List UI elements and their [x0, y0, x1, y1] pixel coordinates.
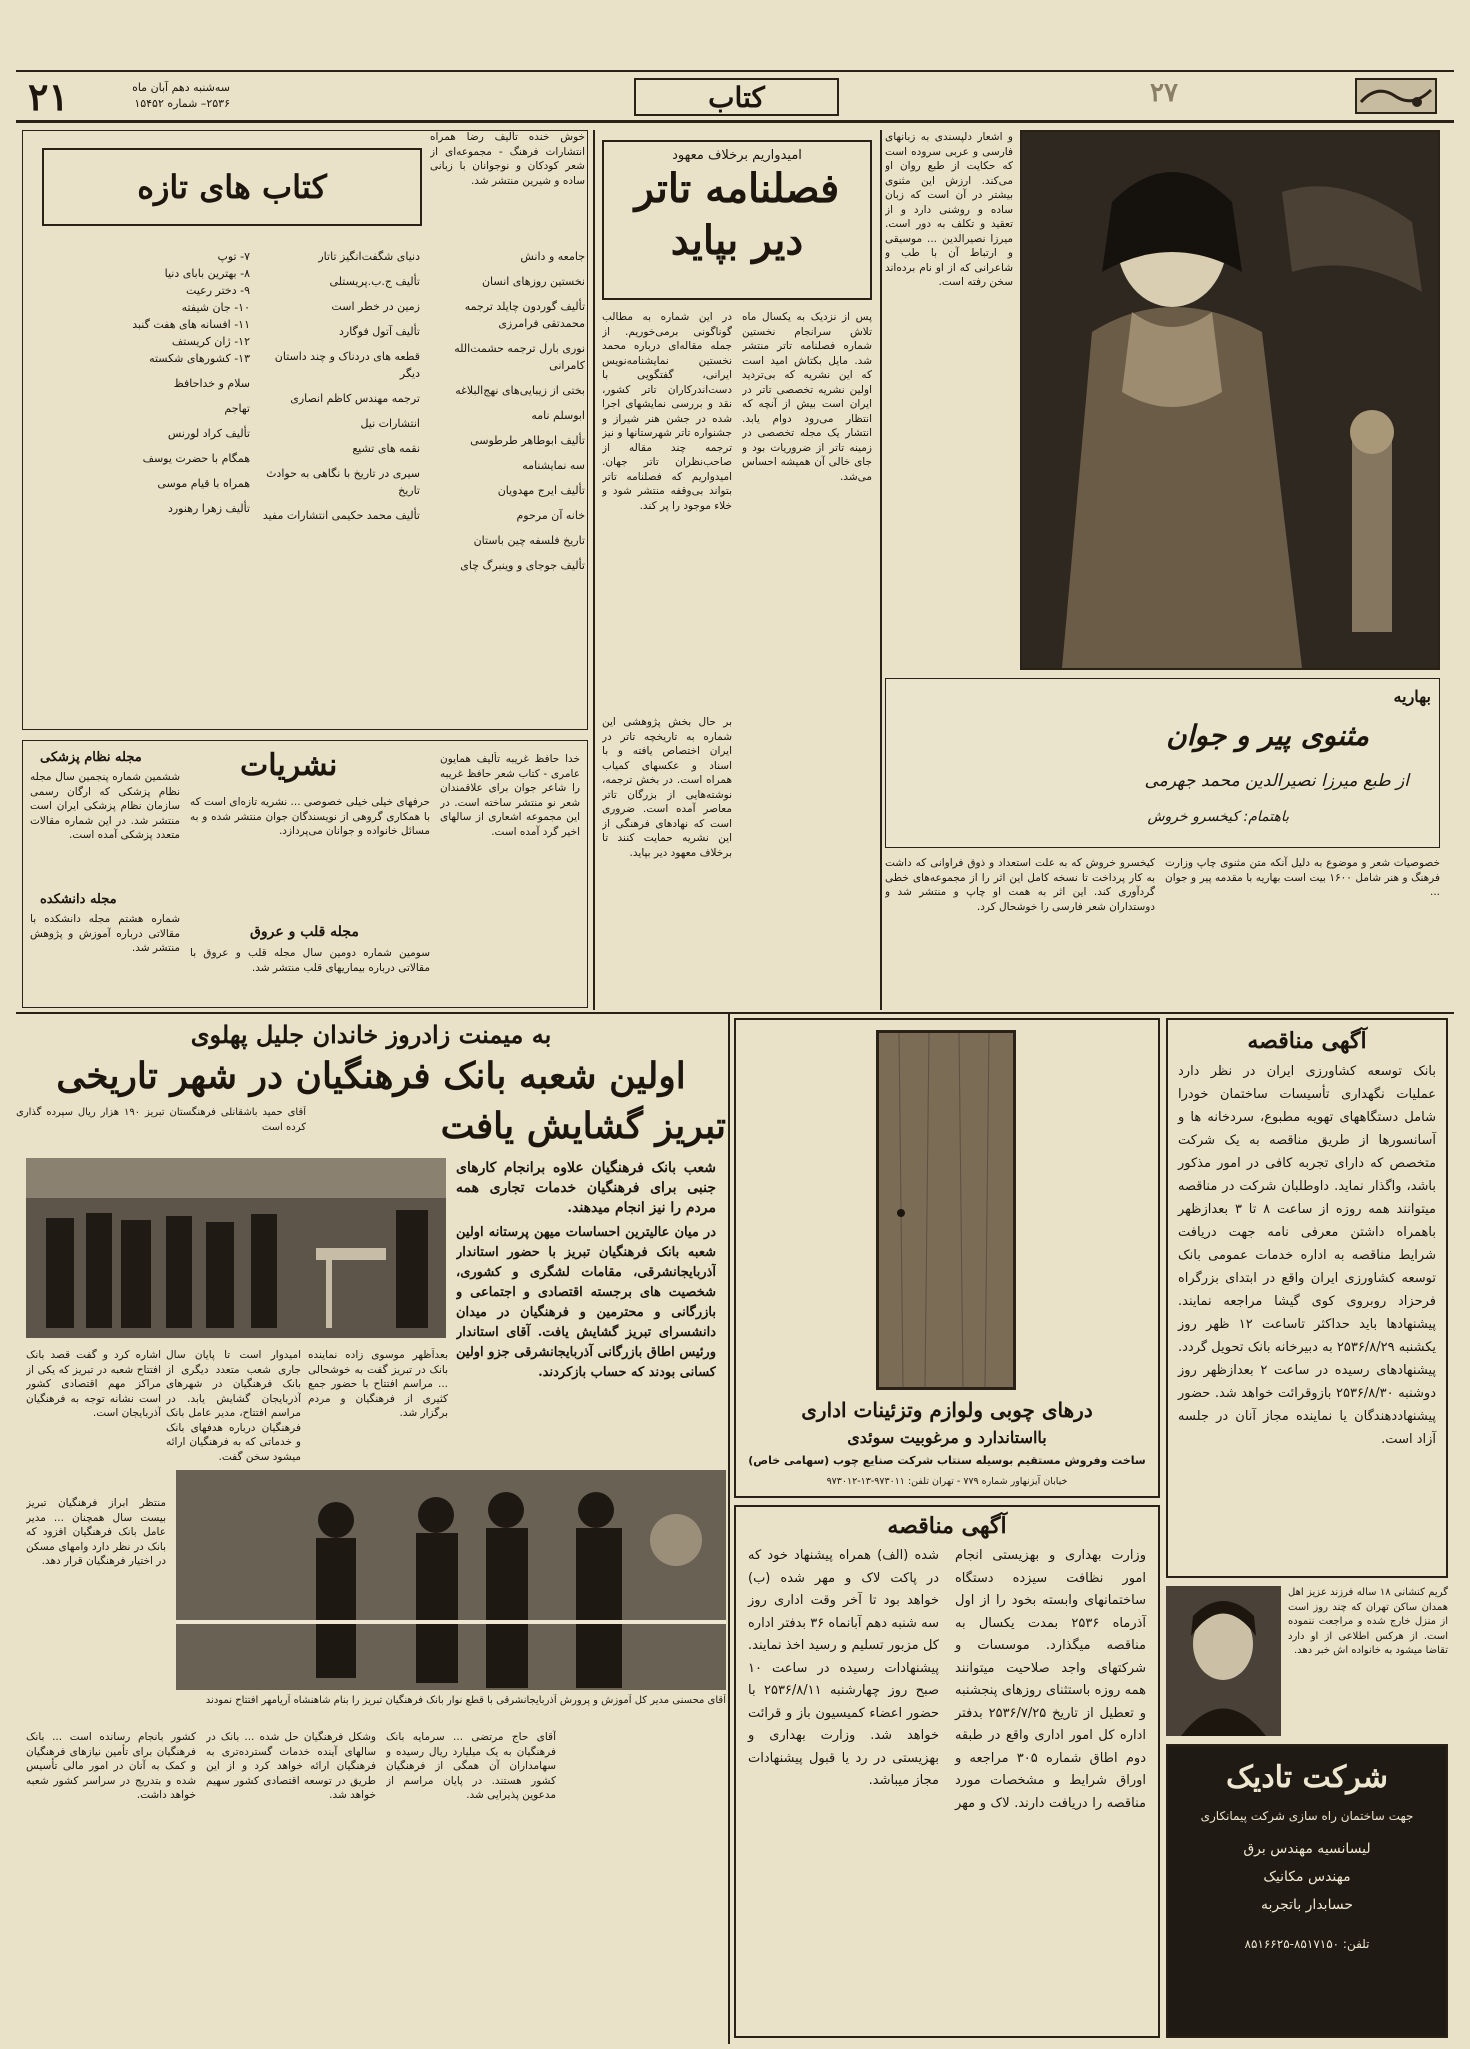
fasl-title-1: فصلنامه تاتر [634, 165, 840, 212]
bank-col-c: بعداًظهر موسوی زاده نماینده بانک در تبریز گفت به خوشحالی ... مراسم افتتاح با حضور جمع کثیری از فرهنگیان و مردم برگزار شد. [308, 1349, 448, 1419]
bank-body-2a: کشور بانجام رسانده است ... بانک فرهنگیان برای تأمین نیازهای فرهنگیان و کمک به آنان در امور مالی تأسیس شده و بتدریج در سراسر کشور شعبه خواهد داشت. [26, 1731, 196, 1801]
new-books-title: کتاب های تازه [137, 168, 327, 206]
nashriyat-col3: ششمین شماره پنجمین سال مجله نظام پزشکی که ارگان رسمی سازمان نظام پزشکی ایران است منتشر شد. در این شماره مقالات متعدد پزشکی آمده است. [30, 771, 180, 841]
fasl-title-2: دیر بپاید [670, 217, 804, 264]
tadik-ad [1166, 1744, 1448, 2038]
tadik-line2: لیسانسیه مهندس برق [1243, 1841, 1371, 1857]
book-entry: تألیف جوجای و وینبرگ چای [460, 559, 585, 572]
date-line: سه‌شنبه دهم آبان ماه [132, 81, 230, 94]
cover-line4: باهتمام: کیخسرو خروش [1147, 809, 1289, 825]
fasl-header [602, 140, 872, 300]
book-entry: ۱۳- کشورهای شکسته [149, 352, 250, 365]
fasl-article [598, 130, 876, 1010]
book-entry: تألیف ج.ب.پریستلی [329, 275, 420, 288]
nashriyat-subhead: مجله قلب و عروق [250, 924, 359, 940]
bank-kicker: به میمنت زادروز خاندان جلیل پهلوی [190, 1020, 552, 1049]
book-entry: تألیف آتول فوگارد [339, 325, 420, 338]
book-entry: ۱۲- ژان کریستف [171, 335, 250, 348]
bank-title-1: اولین شعبه بانک فرهنگیان در شهر تاریخی [56, 1055, 686, 1097]
door-line3: ساخت وفروش مستقیم بوسیله سنتاب شرکت صنایع چوب (سهامی خاص) [748, 1454, 1146, 1467]
book-entry: ۱۱- افسانه های هفت گنبد [132, 318, 250, 331]
book-entry: نقمه های تشیع [352, 442, 420, 455]
tadik-line5: تلفن: ۸۵۱۷۱۵۰-۸۵۱۶۶۲۵ [1244, 1937, 1370, 1951]
book-entry: تألیف زهرا رهنورد [167, 502, 250, 515]
nashriyat-col3b: شماره هشتم مجله دانشکده با مقالاتی درباره آموزش و پژوهش منتشر شد. [30, 913, 180, 954]
fasl-body-2: در این شماره به مطالب گوناگونی برمی‌خوریم. از جمله مقاله‌ای درباره محمد نخستین نمایشنامه‌نویس ایرانی، گفتگویی با دست‌اندرکاران تاتر کشور، نقد و بررسی نمایشهای اجرا شده در جشن هنر شیراز و جشنواره تاتر شهرستانها و نیز ترجمه چند مقاله از صاحب‌نظران تاتر جهان. امیدواریم که فصلنامه تاتر بتواند بی‌وقفه منتشر شود و خلاء موجود را پر کند. [602, 311, 732, 512]
bank-photo-2 [176, 1470, 726, 1690]
book-entry: تهاجم [224, 402, 250, 415]
section-title-box [634, 78, 839, 116]
bank-col-d: منتظر ابراز فرهنگیان تبریز بیست سال همچنان ... مدیر عامل بانک فرهنگیان افزود که بانک در نظر دارد وامهای مسکن در اختیار فرهنگیان قرار دهد. [26, 1497, 166, 1567]
masnavi-body-3: کیخسرو خروش که به علت استعداد و ذوق فراوانی که داشت به کار پرداخت تا نسخه کامل این اثر را از مجموعه‌های خطی گردآوری کند. این اثر به همت او چاپ و منتشر شد و دوستداران شعر فارسی را خوشحال کرد. [885, 857, 1155, 913]
missing-photo [1166, 1586, 1281, 1736]
book-entry: سلام و خداحافظ [173, 377, 250, 390]
tender-2-body: وزارت بهداری و بهزیستی انجام امور نظافت سیزده دستگاه ساختمانهای وابسته بخود را از اول آذرماه ۲۵۳۶ بمدت یکسال به مناقصه میگذارد. موسسات و شرکتهای واجد صلاحیت میتوانند همه روزه باستثنای روزهای پنجشنبه و تعطیل از تاریخ ۲۵۳۶/۷/۲۵ بدفتر اداره کل امور اداری واقع در طبقه دوم اطاق شماره ۳۰۵ مراجعه و اوراق شرایط و مشخصات مورد مناقصه را دریافت دارند. لاک و مهر شده (الف) همراه پیشنهاد خود که در پاکت لاک و مهر شده (ب) خواهد بود تا آخر وقت اداری روز سه شنبه دهم آبانماه ۳۶ بدفتر اداره کل مزبور تسلیم و رسید اخذ نمایند. پیشنهادات رسیده در ساعت ۱۰ صبح روز چهارشنبه ۲۵۳۶/۸/۱۱ با حضور اعضاء کمیسیون باز و قرائت خواهد شد. وزارت بهداری و بهزیستی در رد یا قبول پیشنهادات مجاز میباشد. [748, 1548, 1147, 1811]
book-entry: انتشارات نیل [360, 417, 420, 430]
book-entry: جامعه و دانش [520, 250, 585, 263]
book-entry: بختی از زیبایی‌های نهج‌البلاغه [455, 384, 585, 397]
nashriyat-col3-head: مجله نظام پزشکی [40, 750, 142, 765]
book-entry: همگام با حضرت یوسف [142, 452, 250, 465]
masnavi-body-1: و اشعار دلپسندی به زبانهای فارسی و عربی سروده است که حکایت از طبع روان او می‌کند. ارزش این مثنوی بیشتر در آن است که زبان ساده و روشنی دارد و از تعقید و تکلف به دور است. میرزا نصیرالدین ... موسیقی و ارتباط آن با طب و شاعرانی که از او نام برده‌اند سخن رفته است. [885, 131, 1013, 288]
bank-col-a: امیدوار است تا پایان سال جاری شعب متعدد دیگری از بانک فرهنگیان در شهرهای آذربایجان گشایش یابد. در مراسم افتتاح، مدیر عامل بانک فرهنگیان درباره هدفهای بانک و خدماتی که به فرهنگیان ارائه میشود سخن گفت. [166, 1349, 301, 1463]
book-entry: خانه آن مرحوم [516, 509, 585, 522]
bank-caption-1: آقای محسنی مدیر کل آموزش و پرورش آذربایجانشرقی با قطع نوار بانک فرهنگیان تبریز را بنام شاهنشاه آریامهر افتتاح نمودند [205, 1695, 726, 1706]
cover-line3: از طبع میرزا نصیرالدین محمد جهرمی [1144, 771, 1409, 791]
tender-2-title: آگهی مناقصه [887, 1513, 1007, 1539]
missing-body: گریم کنشانی ۱۸ ساله فرزند عزیز اهل همدان ساکن تهران که چند روز است از منزل خارج شده و مراجعت ننموده است. از هرکس اطلاعی از او دارد تقاضا میشود به خانواده اش خبر دهد. [1288, 1587, 1448, 1656]
masnavi-article [885, 130, 1440, 1010]
door-ad [734, 1018, 1160, 1498]
nashriyat-col1: خدا حافظ غریبه تألیف همایون عامری - کتاب شعر حافظ غریبه را شاعر جوان برای علاقمندان شعر نو منتشر ساخته است. در این مجموعه اشعاری از سالهای اخیر گرد آمده است. [440, 753, 580, 838]
bank-body-2b: وشکل فرهنگیان حل شده ... بانک در سالهای آینده خدمات گسترده‌تری به فرهنگیان ارائه خواهد کرد و از این طریق در توسعه اقتصادی کشور سهیم خواهد شد. [206, 1731, 376, 1801]
tadik-line4: حسابدار باتجربه [1261, 1897, 1353, 1913]
book-entry: سه نمایشنامه [522, 459, 585, 472]
bank-photo-1 [26, 1158, 446, 1338]
book-entry: دنیای شگفت‌انگیز تاتار [318, 250, 420, 263]
new-books-frame [22, 130, 588, 730]
header-date [80, 80, 230, 112]
book-entry: ۹- دختر رعیت [186, 284, 250, 297]
new-books-intro: خوش خنده تألیف رضا همراه انتشارات فرهنگ - مجموعه‌ای از شعر کودکان و نوجوانان با زبانی ساده و شیرین منتشر شد. [430, 131, 585, 187]
book-entry: قطعه های دردناک و چند داستان دیگر [274, 350, 420, 380]
tender-1-body: بانک توسعه کشاورزی ایران در نظر دارد عملیات نگهداری تأسیسات ساختمان خودرا شامل دستگاههای تهویه مطبوع، سردخانه ها و آسانسورها از طریق مناقصه به یک شرکت متخصص که دارای تجربه کافی در امور مذکور باشد، واگذار نماید. داوطلبان شرکت در مناقصه میتوانند همه روزه از ساعت ۸ تا ۳ بعدازظهر باهمراه داشتن معرفی نامه جهت دریافت شرایط مناقصه به اداره خدمات عمومی بانک توسعه کشاورزی ایران واقع در ابتدای بزرگراه فرحزاد روبروی کوی گیشا مراجعه نمایند. پیشنهادها باید حداکثر تاساعت ۱۲ ظهر روز یکشنبه ۲۵۳۶/۸/۲۹ به دبیرخانه بانک تحویل گردد. پیشنهادهای رسیده در ساعت ۲ بعدازظهر روز دوشنبه ۲۵۳۶/۸/۳۰ بازوقرائت خواهد شد. حضور پیشنهاددهندگان یا نماینده مجاز آنان در جلسه آزاد است. [1178, 1064, 1437, 1447]
book-entry: سیری در تاریخ با نگاهی به حوادث تاریخ [266, 467, 420, 497]
book-entry: ۸- بهترین بابای دنیا [164, 267, 250, 280]
book-entry: نخستین روزهای انسان [481, 275, 585, 288]
nashriyat-col3-head2: مجله دانشکده [40, 892, 117, 907]
book-entry: تاریخ فلسفه چین باستان [473, 534, 585, 547]
page-number: ۲۱ [28, 74, 69, 119]
cover-line2: مثنوی پیر و جوان [1166, 719, 1369, 752]
bank-body-2c: آقای حاج مرتضی ... سرمایه بانک فرهنگیان به یک میلیارد ریال رسیده و سهامداران آن همگی از فرهنگیان کشور هستند. در پایان مراسم از مدعوین پذیرایی شد. [386, 1731, 556, 1801]
door-line2: بااستاندارد و مرغوبیت سوئدی [847, 1428, 1047, 1447]
book-entry: تألیف گوردون چایلد ترجمه محمدتقی فرامرزی [464, 300, 585, 330]
book-entry: تألیف ابوطاهر طرطوسی [470, 434, 585, 447]
bank-lead-1: شعب بانک فرهنگیان علاوه برانجام کارهای جنبی برای فرهنگیان خدمات تجاری همه مردم را نیز انجام میدهند. [456, 1160, 716, 1216]
nashriyat-col2: حرفهای خیلی خیلی خصوصی ... نشریه تازه‌ای است که با همکاری گروهی از نویسندگان جوان منتشر شده و به مسائل خانواده و جوانان می‌پردازد. [190, 796, 430, 837]
bank-title-2: تبریز گشایش یافت [440, 1105, 726, 1147]
bank-article [16, 1018, 726, 2038]
tender-1 [1166, 1018, 1448, 1578]
book-entry: ابوسلم نامه [531, 409, 585, 422]
book-entry: ۷- توپ [217, 250, 250, 263]
issue-line: ۲۵۳۶– شماره ۱۵۴۵۲ [134, 97, 230, 110]
bank-lead-2: در میان عالیترین احساسات میهن پرستانه اولین شعبه بانک فرهنگیان تبریز با حضور استاندار آذربایجانشرقی، مقامات لشگری و کشوری، شخصیت های برجسته اقتصادی و اجتماعی و بازرگانی و محترمین و فرهنگیان در میدان دانشسرای تبریز گشایش یافت. آقای استاندار ورئیس اطاق بازرگانی آذربایجانشرقی جزو اولین کسانی بودند که حساب بازکردند. [456, 1225, 716, 1380]
tadik-line1: جهت ساختمان راه سازی شرکت پیمانکاری [1200, 1809, 1414, 1823]
bank-sub: آقای حمید باشقانلی فرهنگستان تبریز ۱۹۰ هزار ریال سپرده گذاری کرده است [16, 1107, 306, 1133]
bank-col-b: اشاره کرد و گفت قصد بانک افتتاح شعبه در تبریز که یکی از مراکز مهم اقتصادی کشور است نشانه توجه به فرهنگیان آذربایجان است. [26, 1349, 161, 1419]
nashriyat-col2b: سومین شماره دومین سال مجله قلب و عروق با مقالاتی درباره بیماریهای قلب منتشر شد. [190, 947, 430, 974]
book-entry: ۱۰- جان شیفته [181, 301, 250, 314]
book-entry: تألیف ایرج مهدویان [497, 484, 585, 497]
missing-notice [1166, 1586, 1448, 1736]
nashriyat-title: نشریات [240, 748, 338, 783]
cover-line1: بهاریه [1393, 687, 1431, 706]
masnavi-cover [885, 678, 1440, 848]
book-entry: تألیف کراد لورنس [167, 427, 250, 440]
book-entry: همراه با قیام موسی [157, 477, 250, 490]
fasl-body-3: بر حال بخش پژوهشی این شماره به تاریخچه تاتر در ایران اختصاص یافته و با اسناد و عکسهای کمیاب همراه است. در بخش ترجمه، نوشته‌هایی از بزرگان تاتر معاصر آمده است. ضروری است که نهادهای فرهنگی از این نشریه حمایت کنند تا برخلاف معهود دیر بپاید. [602, 716, 732, 859]
book-entry: نوری بارل ترجمه حشمت‌الله کامرانی [454, 342, 585, 372]
book-entry: تألیف محمد حکیمی انتشارات مفید [262, 509, 420, 522]
tender-1-title: آگهی مناقصه [1247, 1028, 1367, 1054]
fasl-kicker: امیدواریم برخلاف معهود [672, 148, 802, 163]
tadik-line3: مهندس مکانیک [1263, 1869, 1351, 1885]
door-line1: درهای چوبی ولوازم وتزئینات اداری [801, 1398, 1093, 1422]
masnavi-caption: خصوصیات شعر و موضوع به دلیل آنکه متن مثنوی چاپ وزارت فرهنگ و هنر شامل ۱۶۰۰ بیت است بهاریه با مقدمه پیر و جوان ... [1165, 857, 1440, 898]
door-image [876, 1030, 1016, 1390]
door-line4: خیابان آیزنهاور شماره ۷۷۹ - تهران تلفن: ۹۷۳۰۱۱-۱۳-۹۷۳۰۱۲ [826, 1476, 1068, 1487]
book-entry: ترجمه مهندس کاظم انصاری [290, 392, 420, 405]
painting-image [1020, 130, 1440, 670]
section-title: کتاب [708, 80, 765, 114]
book-entry: زمین در خطر است [331, 300, 420, 313]
newspaper-logo [1355, 78, 1437, 114]
tender-2 [734, 1505, 1160, 2038]
page-number-left: ۲۷ [1150, 78, 1178, 108]
fasl-body-1: پس از نزدیک به یکسال ماه تلاش سرانجام نخستین شماره فصلنامه تاتر منتشر شد. مایل بکتاش امید است که این نشریه که بی‌تردید اولین نشریه تخصصی تاتر در ایران است بیش از آنچه که انتظار می‌رود دوام یابد. انتشار یک مجله تخصصی در زمینه تاتر از ضروریات بود و جای خالی آن همیشه احساس می‌شد. [742, 311, 872, 483]
tadik-title: شرکت تادیک [1226, 1760, 1388, 1795]
